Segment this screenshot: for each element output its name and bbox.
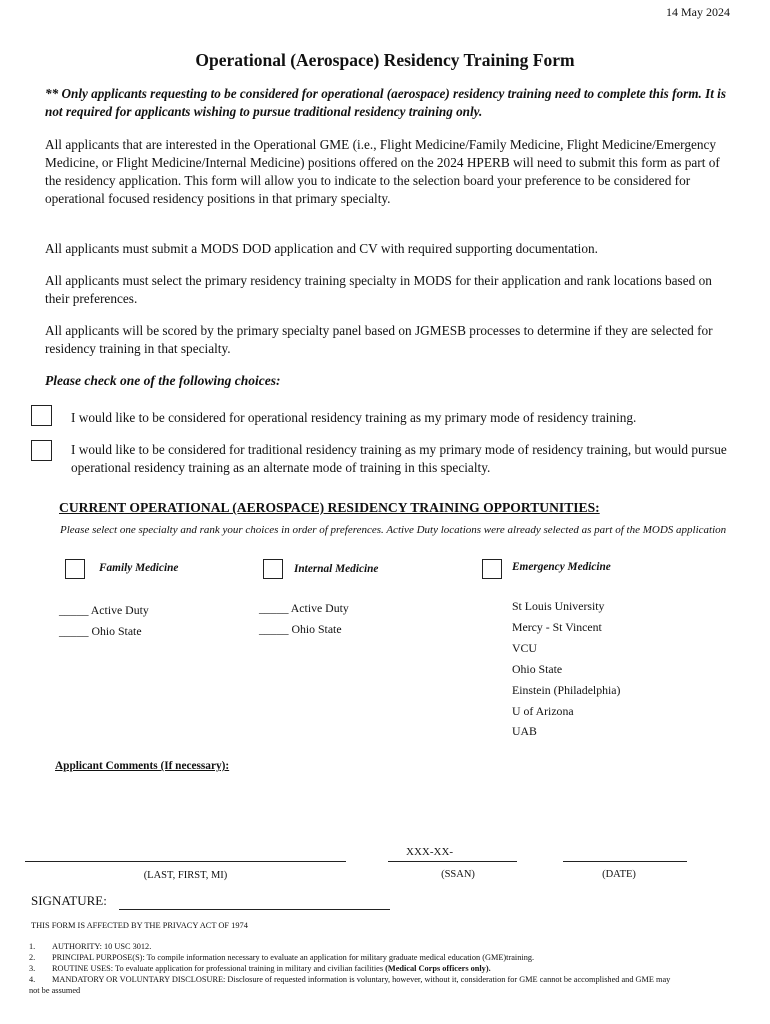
note-text-wrapper — [52, 963, 724, 974]
ssan-field-caption: (SSAN) — [441, 869, 475, 880]
internal-medicine-option-active-duty[interactable]: _____ Active Duty — [259, 601, 349, 615]
opportunities-note: Please select one specialty and rank your choices in order of preferences. Active Duty locations were already selected as part of the MODS application — [60, 524, 727, 536]
opportunities-heading: CURRENT OPERATIONAL (AEROSPACE) RESIDENCY TRAINING OPPORTUNITIES: — [59, 500, 600, 515]
emergency-medicine-checkbox[interactable] — [482, 559, 502, 579]
privacy-notes — [29, 941, 724, 996]
note-number: 1. — [29, 942, 36, 951]
choice-operational-label: I would like to be considered for operational residency training as my primary mode of residency training. — [71, 410, 637, 425]
paragraph-mods-application: All applicants must submit a MODS DOD application and CV with required supporting documentation. — [45, 241, 598, 256]
emergency-medicine-option-ohio-state[interactable]: Ohio State — [512, 662, 563, 676]
date-field-line[interactable] — [563, 861, 687, 862]
note-text-bold: (Medical Corps officers only). — [385, 964, 491, 973]
family-medicine-option-ohio-state[interactable]: _____ Ohio State — [59, 624, 142, 638]
choices-heading: Please check one of the following choices: — [45, 373, 281, 388]
internal-medicine-checkbox[interactable] — [263, 559, 283, 579]
ssan-field-value[interactable]: XXX-XX- — [406, 846, 454, 858]
internal-medicine-label: Internal Medicine — [294, 563, 379, 575]
page-title: Operational (Aerospace) Residency Training Form — [195, 50, 575, 70]
form-date: 14 May 2024 — [666, 5, 730, 19]
applicant-comments-label: Applicant Comments (If necessary): — [55, 760, 230, 772]
paragraph-operational-gme: All applicants that are interested in the Operational GME (i.e., Flight Medicine/Family Medicine, Flight Medicine/Emergency Medicine, or Flight Medicine/Internal Medicine) positions offered on the 2024 HPERB will need to submit this form as part of the residency application. This form will allow you to indicate to the selection board your preference to be considered for operational focused residency positions in that primary specialty. — [45, 137, 720, 206]
paragraph-scoring: All applicants will be scored by the primary specialty panel based on JGMESB processes to determine if they are selected for residency training in that specialty. — [45, 323, 713, 356]
note-number: 2. — [29, 953, 36, 962]
name-field-caption: (LAST, FIRST, MI) — [143, 870, 228, 881]
ssan-field-line[interactable] — [388, 861, 517, 862]
intro-note: ** Only applicants requesting to be considered for operational (aerospace) residency training need to complete this form. It is not required for applicants wishing to pursue traditional residency training only. — [45, 86, 726, 119]
note-principal-purpose — [29, 952, 724, 963]
name-field-line[interactable] — [25, 861, 346, 862]
emergency-medicine-option-uab[interactable]: UAB — [512, 724, 537, 738]
emergency-medicine-option-vcu[interactable]: VCU — [512, 641, 537, 655]
choice-traditional-label: I would like to be considered for traditional residency training as my primary mode of residency training, but would pursue operational residency training as an alternate mode of training in this specialty. — [71, 442, 727, 475]
note-text: AUTHORITY: 10 USC 3012. — [52, 942, 152, 951]
paragraph-select-specialty: All applicants must select the primary residency training specialty in MODS for their application and rank locations based on their preferences. — [45, 273, 712, 306]
family-medicine-option-active-duty[interactable]: _____ Active Duty — [59, 603, 149, 617]
note-authority — [29, 941, 724, 952]
signature-line[interactable] — [119, 909, 390, 910]
family-medicine-label: Family Medicine — [99, 562, 179, 574]
emergency-medicine-label: Emergency Medicine — [512, 561, 611, 573]
note-text: MANDATORY OR VOLUNTARY DISCLOSURE: Disclosure of requested information is voluntary, however, without it, consideration for GME cannot be accomplished and GME may — [52, 975, 671, 984]
emergency-medicine-option-arizona[interactable]: U of Arizona — [512, 704, 574, 718]
note-number: 4. — [29, 975, 36, 984]
emergency-medicine-option-einstein[interactable]: Einstein (Philadelphia) — [512, 683, 621, 697]
note-routine-uses — [29, 963, 724, 974]
privacy-act-notice: THIS FORM IS AFFECTED BY THE PRIVACY ACT OF 1974 — [31, 921, 248, 930]
note-disclosure — [29, 974, 724, 985]
emergency-medicine-option-st-louis[interactable]: St Louis University — [512, 599, 605, 613]
choice-operational-checkbox[interactable] — [31, 405, 52, 426]
note-number: 3. — [29, 964, 36, 973]
note-text: PRINCIPAL PURPOSE(S): To compile information necessary to evaluate an application for military graduate medical education (GME)training. — [52, 953, 535, 962]
internal-medicine-option-ohio-state[interactable]: _____ Ohio State — [259, 622, 342, 636]
note-disclosure-continued: not be assumed — [29, 986, 81, 995]
signature-label: SIGNATURE: — [31, 893, 107, 908]
emergency-medicine-option-mercy[interactable]: Mercy - St Vincent — [512, 620, 602, 634]
choice-traditional-checkbox[interactable] — [31, 440, 52, 461]
family-medicine-checkbox[interactable] — [65, 559, 85, 579]
date-field-caption: (DATE) — [602, 869, 636, 880]
note-text: ROUTINE USES: To evaluate application for professional training in military and civilian facilities — [52, 964, 386, 973]
